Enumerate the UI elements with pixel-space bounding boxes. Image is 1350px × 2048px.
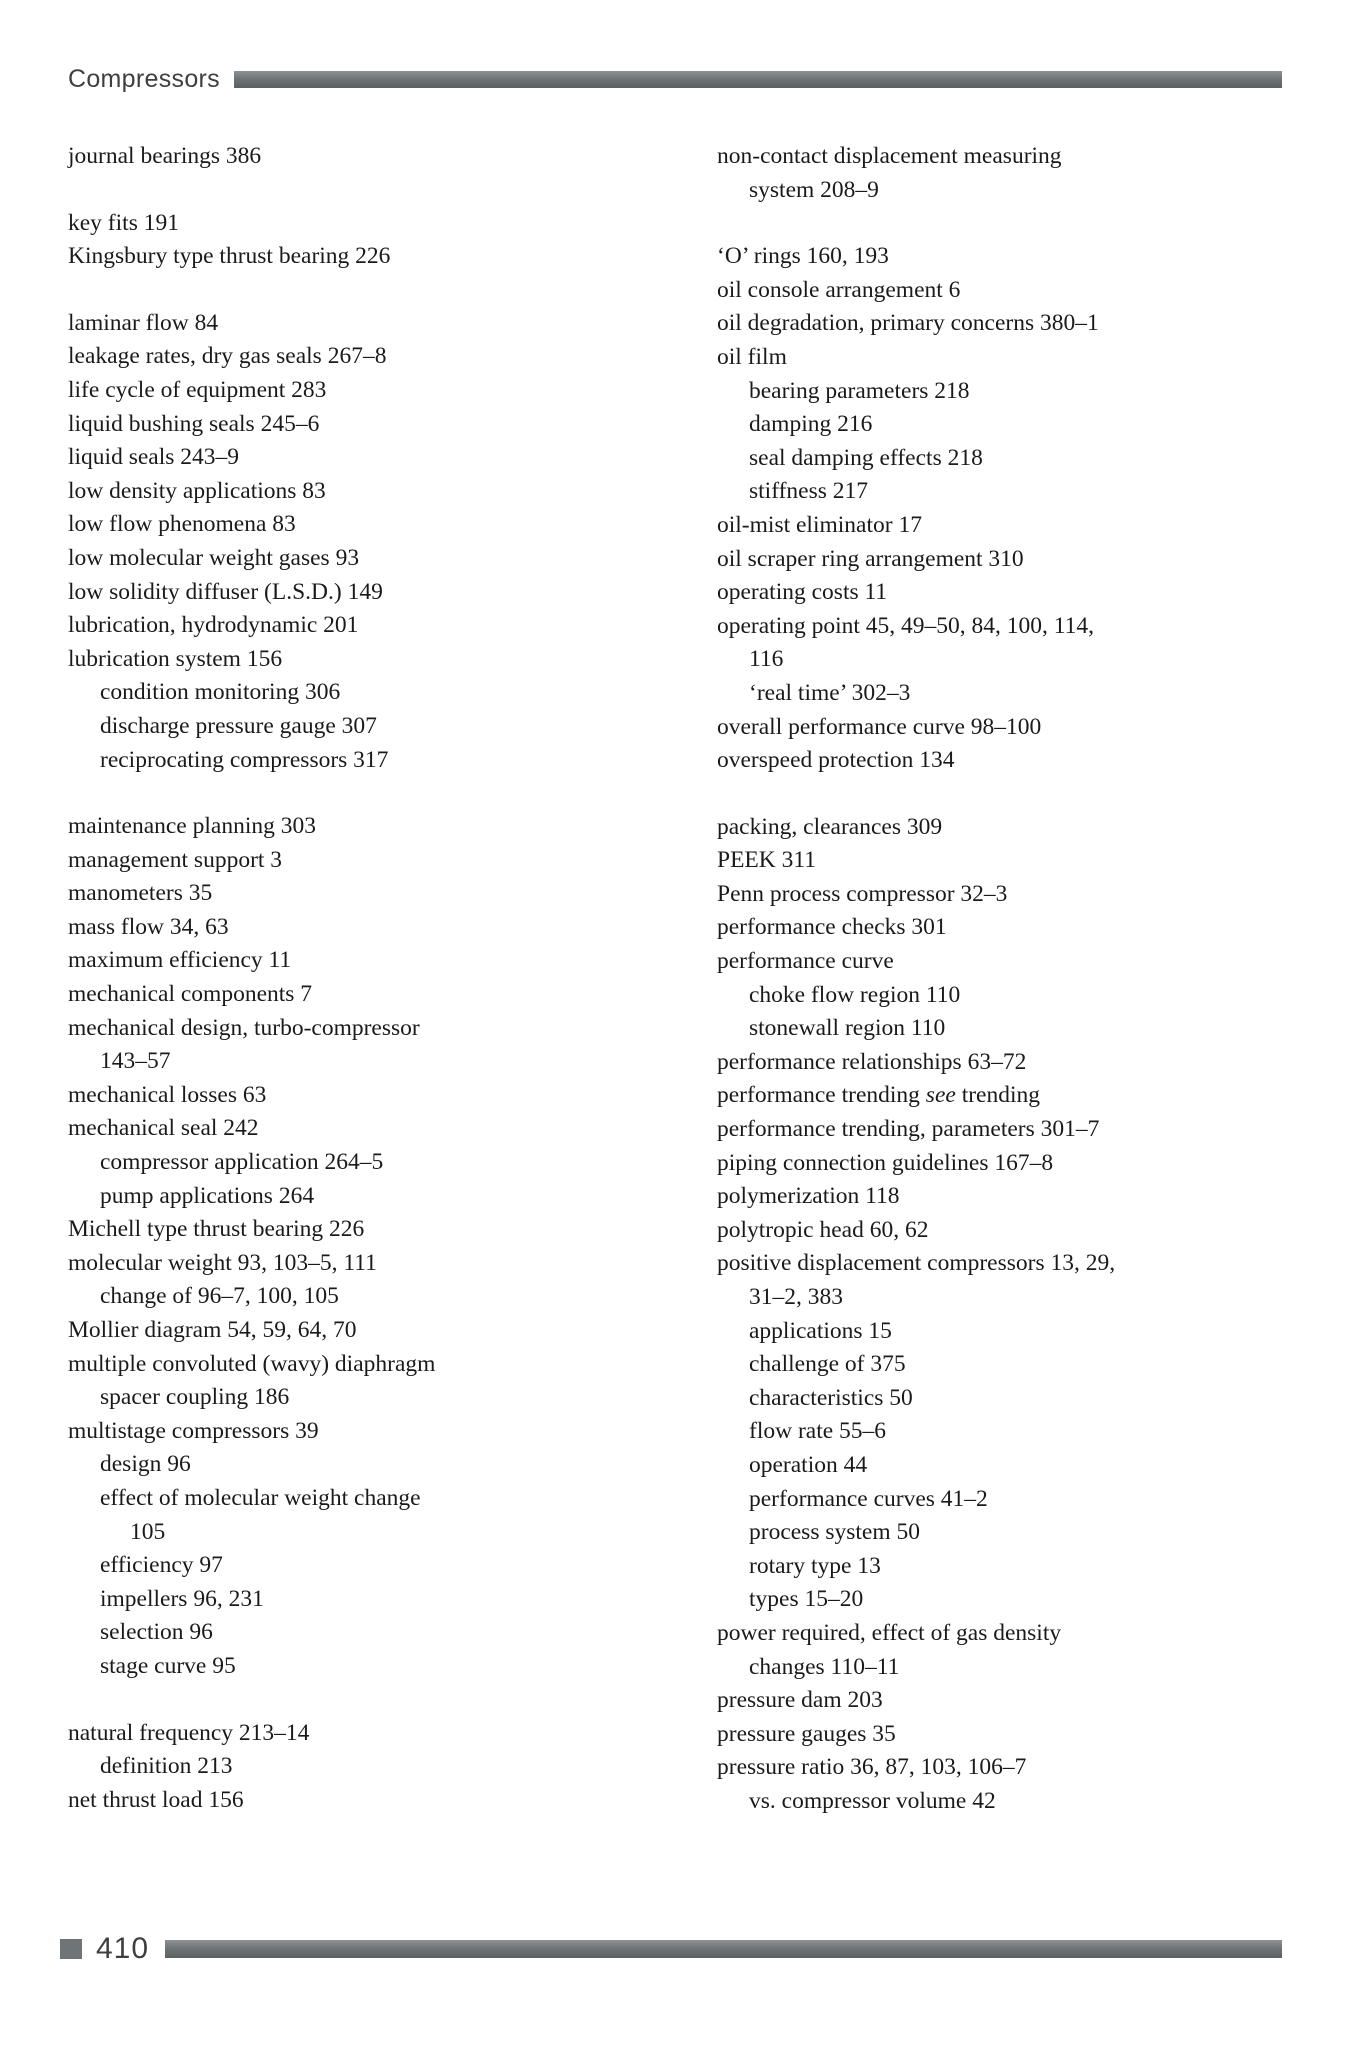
index-subentry: vs. compressor volume 42 [749,1787,996,1814]
index-entry: oil console arrangement 6 [717,276,961,303]
index-subentry: seal damping effects 218 [749,444,983,471]
index-subentry: discharge pressure gauge 307 [100,712,377,739]
index-group [68,1717,633,1818]
index-entry: operating point 45, 49–50, 84, 100, 114, [717,612,1095,639]
index-entry: oil degradation, primary concerns 380–1 [717,310,1099,337]
index-subentry: operation 44 [749,1451,868,1478]
index-entry: manometers 35 [68,880,213,907]
index-entry: key fits 191 [68,209,179,236]
page-header [68,62,1282,96]
index-entry: multistage compressors 39 [68,1417,319,1444]
index-entry: laminar flow 84 [68,309,219,336]
index-entry: low flow phenomena 83 [68,511,296,538]
index-entry: Michell type thrust bearing 226 [68,1216,365,1243]
index-entry: low molecular weight gases 93 [68,544,360,571]
index-entry: PEEK 311 [717,847,817,874]
index-subentry: flow rate 55–6 [749,1418,887,1445]
index-entry-continuation: changes 110–11 [749,1653,900,1680]
index-entry: net thrust load 156 [68,1786,244,1813]
index-entry: mechanical design, turbo-compressor [68,1014,420,1041]
index-subentry: rotary type 13 [749,1552,881,1579]
index-group [717,140,1282,207]
index-group [68,207,633,274]
index-entry: oil scraper ring arrangement 310 [717,545,1024,572]
index-subentry: selection 96 [100,1619,213,1646]
index-subentry: challenge of 375 [749,1351,906,1378]
index-subentry: characteristics 50 [749,1384,913,1411]
index-entry: overspeed protection 134 [717,747,955,774]
index-entry: Kingsbury type thrust bearing 226 [68,243,391,270]
index-entry: lubrication, hydrodynamic 201 [68,612,359,639]
index-subentry: design 96 [100,1451,191,1478]
index-entry: performance curve [717,948,894,975]
footer-rule [165,1940,1282,1958]
index-entry: performance trending, parameters 301–7 [717,1116,1100,1143]
index-subentry: stage curve 95 [100,1652,236,1679]
index-subentry: ‘real time’ 302–3 [749,679,911,706]
index-entry: mechanical losses 63 [68,1081,267,1108]
index-subentry: impellers 96, 231 [100,1585,264,1612]
index-entry: maximum efficiency 11 [68,947,292,974]
index-entry: polymerization 118 [717,1183,900,1210]
index-entry: ‘O’ rings 160, 193 [717,243,889,270]
index-entry-continuation: 31–2, 383 [749,1284,843,1310]
index-entry: performance relationships 63–72 [717,1048,1027,1075]
index-entry: positive displacement compressors 13, 29, [717,1250,1116,1277]
index-entry: lubrication system 156 [68,645,283,672]
index-group [68,140,633,174]
index-entry-continuation: 143–57 [100,1048,171,1075]
page-number: 410 [96,1932,150,1965]
index-entry: pressure dam 203 [717,1687,883,1714]
index-subentry: stonewall region 110 [749,1015,946,1042]
index-subentry: efficiency 97 [100,1552,223,1579]
index-entry: packing, clearances 309 [717,813,943,840]
index-entry: piping connection guidelines 167–8 [717,1149,1054,1176]
index-entry: operating costs 11 [717,579,888,606]
index-subentry: definition 213 [100,1753,233,1780]
index-entry-continuation: system 208–9 [749,176,879,203]
index-entry: overall performance curve 98–100 [717,713,1042,740]
index-subentry: effect of molecular weight change [100,1484,421,1511]
index-entry: liquid bushing seals 245–6 [68,410,320,437]
index-group [68,810,633,1683]
index-subentry: reciprocating compressors 317 [100,746,389,773]
footer-square-marker [60,1939,82,1959]
page-footer [60,1934,1282,1964]
index-subentry: damping 216 [749,411,873,438]
index-entry: polytropic head 60, 62 [717,1216,929,1243]
index-entry: oil film [717,343,787,370]
index-entry: power required, effect of gas density [717,1619,1062,1646]
index-entry: maintenance planning 303 [68,813,316,840]
index-entry: management support 3 [68,846,283,873]
index-entry: low density applications 83 [68,477,326,504]
index-subentry: performance curves 41–2 [749,1485,988,1512]
index-entry-see-reference: performance trending see trending [717,1082,1041,1109]
index-subentry: pump applications 264 [100,1182,315,1209]
index-subentry: change of 96–7, 100, 105 [100,1283,339,1310]
index-entry: multiple convoluted (wavy) diaphragm [68,1350,436,1377]
index-entry: pressure gauges 35 [717,1720,896,1747]
index-subentry: types 15–20 [749,1586,864,1613]
index-entry: liquid seals 243–9 [68,444,240,471]
index-subentry: choke flow region 110 [749,981,961,1008]
header-rule [234,71,1282,88]
index-entry: journal bearings 386 [68,143,262,169]
index-subentry: process system 50 [749,1519,921,1546]
index-group [717,240,1282,778]
index-subentry: applications 15 [749,1317,892,1344]
index-entry-continuation: spacer coupling 186 [100,1384,290,1411]
index-subentry-continuation: 105 [130,1518,166,1545]
index-entry: leakage rates, dry gas seals 267–8 [68,343,387,370]
index-entry: molecular weight 93, 103–5, 111 [68,1249,377,1276]
index-entry: natural frequency 213–14 [68,1719,310,1746]
index-entry: non-contact displacement measuring [717,143,1062,169]
index-subentry: bearing parameters 218 [749,377,970,404]
index-subentry: condition monitoring 306 [100,679,341,706]
index-subentry: compressor application 264–5 [100,1149,384,1176]
index-column-left [68,140,633,1819]
index-column-right [717,140,1282,1819]
index-subentry: stiffness 217 [749,478,869,505]
index-entry: life cycle of equipment 283 [68,376,327,403]
index-entry-continuation: 116 [749,646,784,673]
running-head-title: Compressors [68,64,220,93]
index-columns [68,140,1282,1819]
index-entry: mechanical components 7 [68,981,313,1008]
index-group [68,307,633,777]
index-entry: oil-mist eliminator 17 [717,511,922,538]
index-group [717,811,1282,1819]
index-entry: Mollier diagram 54, 59, 64, 70 [68,1317,357,1343]
index-entry: performance checks 301 [717,914,947,941]
index-entry: mass flow 34, 63 [68,913,229,940]
index-entry: low solidity diffuser (L.S.D.) 149 [68,578,383,605]
index-entry: Penn process compressor 32–3 [717,880,1008,907]
index-entry: mechanical seal 242 [68,1115,259,1142]
see-italic: see [925,1082,956,1109]
index-entry: pressure ratio 36, 87, 103, 106–7 [717,1754,1027,1781]
